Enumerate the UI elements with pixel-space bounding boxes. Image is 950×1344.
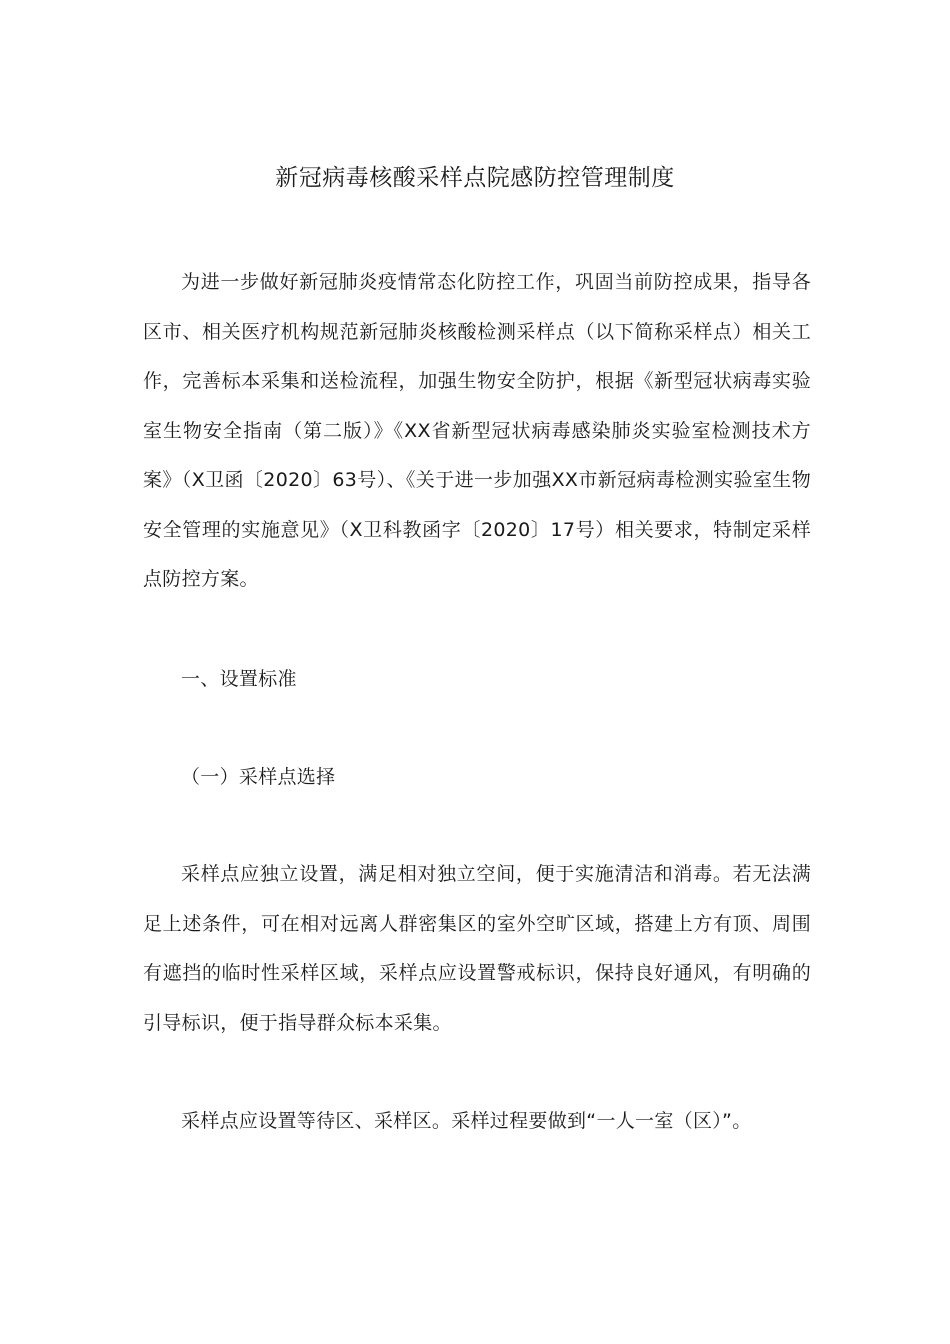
body-paragraph-site-requirements: 采样点应独立设置，满足相对独立空间，便于实施清洁和消毒。若无法满足上述条件，可在相对远离人群密集区的室外空旷区域，搭建上方有顶、周围有遮挡的临时性采样区域，采样点应设置警戒标识，保持良好通风，有明确的引导标识，便于指导群众标本采集。 [143,863,811,1034]
intro-paragraph: 为进一步做好新冠肺炎疫情常态化防控工作，巩固当前防控成果，指导各区市、相关医疗机构规范新冠肺炎核酸检测采样点（以下简称采样点）相关工作，完善标本采集和送检流程，加强生物安全防护，根据《新型冠状病毒实验室生物安全指南（第二版）》《XX省新型冠状病毒感染肺炎实验室检测技术方案》（X卫函〔2020〕63号）、《关于进一步加强XX市新冠病毒检测实验室生物安全管理的实施意见》（X卫科教函字〔2020〕17号）相关要求，特制定采样点防控方案。 [143,271,811,590]
body-paragraph-waiting-sampling-areas: 采样点应设置等待区、采样区。采样过程要做到“一人一室（区）”。 [181,1110,752,1132]
subsection-heading-site-selection: （一）采样点选择 [181,766,336,788]
document-title: 新冠病毒核酸采样点院感防控管理制度 [275,165,675,191]
section-heading-setup-standards: 一、设置标准 [181,668,297,690]
